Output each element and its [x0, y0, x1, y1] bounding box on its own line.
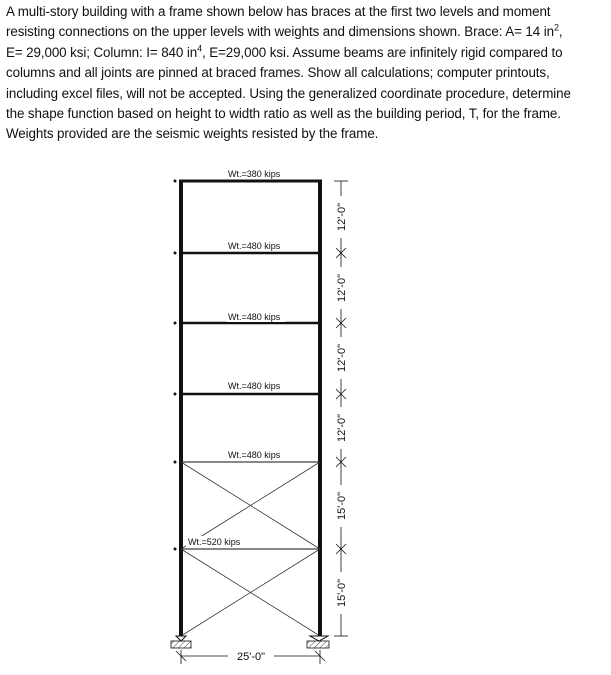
story-height-label: 12'-0": [336, 273, 348, 303]
pin-support: [307, 636, 329, 648]
weight-label: Wt.=480 kips: [228, 381, 281, 391]
problem-line: E= 29,000 ksi; Column: I= 840 $in^4$, E=29,000 ksi. Assume beams are infinitely rigid compared to: [6, 43, 563, 60]
weight-label: Wt.=480 kips: [228, 312, 281, 322]
bay-width-label: 25'-0": [236, 651, 266, 663]
level-marker: [174, 461, 177, 464]
weight-label: Wt.=480 kips: [228, 241, 281, 251]
weight-label: Wt.=480 kips: [228, 450, 281, 460]
level-marker: [174, 393, 177, 396]
problem-line: including excel files, will not be accepted. Using the generalized coordinate procedure, determine: [6, 85, 571, 101]
left-column: [179, 180, 183, 636]
level-marker: [174, 548, 177, 551]
level-marker: [174, 252, 177, 255]
problem-line: Weights provided are the seismic weights resisted by the frame.: [6, 126, 379, 142]
problem-line: resisting connections on the upper levels with weights and dimensions shown. Brace: A= 14 $in^2$,: [6, 22, 563, 40]
story-height-label: 12'-0": [336, 343, 348, 373]
pin-support: [171, 636, 191, 648]
story-height-label: 15'-0": [336, 578, 348, 608]
level-marker: [174, 322, 177, 325]
story-height-label: 12'-0": [336, 202, 348, 232]
problem-line: A multi-story building with a frame shown below has braces at the first two levels and moment: [6, 4, 551, 19]
problem-line: columns and all joints are pinned at braced frames. Show all calculations; computer printouts,: [6, 65, 550, 81]
weight-label: Wt.=380 kips: [228, 169, 281, 179]
level-marker: [174, 180, 177, 183]
right-column: [318, 180, 322, 636]
problem-line: the shape function based on height to width ratio as well as the building period, T, for the frame.: [6, 106, 561, 122]
story-height-label: 15'-0": [336, 491, 348, 521]
weight-label: Wt.=520 kips: [188, 537, 241, 547]
story-height-label: 12'-0": [336, 413, 348, 443]
